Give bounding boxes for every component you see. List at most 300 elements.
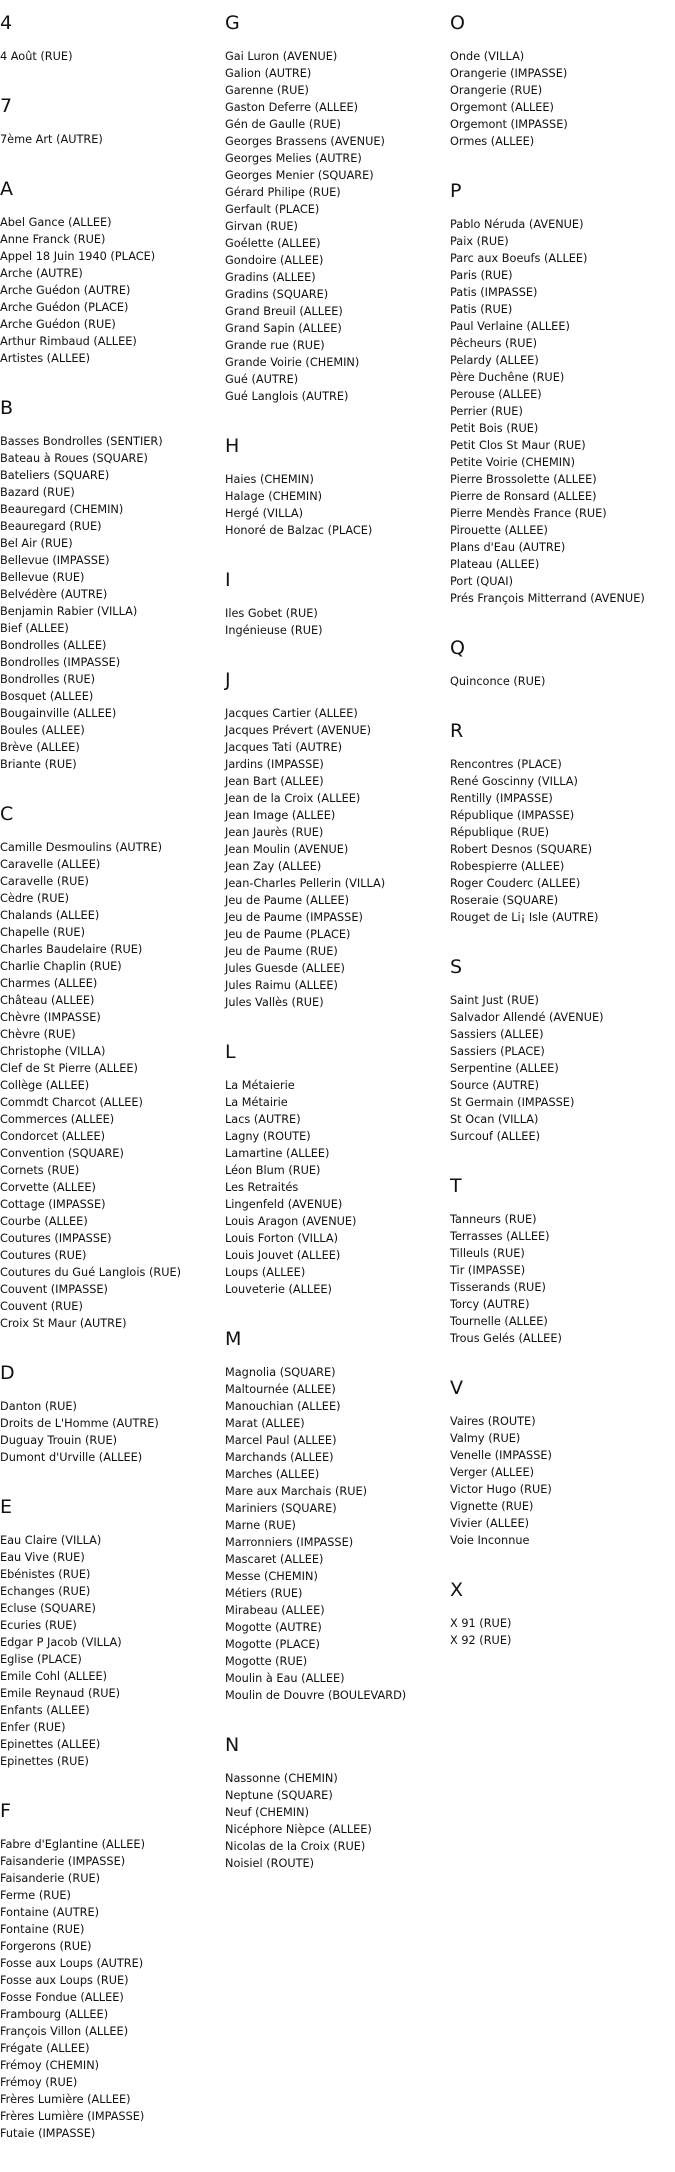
street-entry: Benjamin Rabier (VILLA) <box>0 605 138 618</box>
letter-section <box>225 1328 450 1704</box>
street-entry: Orangerie (RUE) <box>450 84 543 97</box>
street-entry: Chèvre (RUE) <box>0 1028 76 1041</box>
street-entry: Chapelle (RUE) <box>0 926 85 939</box>
street-entry: Jean Moulin (AVENUE) <box>225 843 349 856</box>
street-list <box>450 1413 675 1549</box>
street-entry: Eglise (PLACE) <box>0 1653 82 1666</box>
section-letter-heading: F <box>0 1800 11 1822</box>
street-entry: Jean Jaurès (RUE) <box>225 826 324 839</box>
street-entry: Enfer (RUE) <box>0 1721 66 1734</box>
street-entry: Belvédère (AUTRE) <box>0 588 108 601</box>
section-letter-heading: R <box>450 720 464 742</box>
section-letter-heading: O <box>450 12 465 34</box>
street-entry: Jean Bart (ALLEE) <box>225 775 324 788</box>
street-list <box>225 705 450 1011</box>
street-entry: Enfants (ALLEE) <box>0 1704 90 1717</box>
street-entry: Mogotte (AUTRE) <box>225 1621 322 1634</box>
street-entry: Neuf (CHEMIN) <box>225 1806 309 1819</box>
street-list <box>225 1364 450 1704</box>
letter-section <box>0 12 225 65</box>
street-entry: Mascaret (ALLEE) <box>225 1553 324 1566</box>
street-entry: Edgar P Jacob (VILLA) <box>0 1636 122 1649</box>
street-entry: Fabre d'Eglantine (ALLEE) <box>0 1838 145 1851</box>
street-entry: Cèdre (RUE) <box>0 892 70 905</box>
section-letter-heading: D <box>0 1362 15 1384</box>
street-entry: Magnolia (SQUARE) <box>225 1366 336 1379</box>
street-entry: Mogotte (RUE) <box>225 1655 308 1668</box>
street-entry: Jules Vallès (RUE) <box>225 996 324 1009</box>
street-entry: Mariniers (SQUARE) <box>225 1502 337 1515</box>
street-entry: Manouchian (ALLEE) <box>225 1400 341 1413</box>
street-entry: Orgemont (IMPASSE) <box>450 118 568 131</box>
street-entry: Fosse aux Loups (RUE) <box>0 1974 129 1987</box>
street-entry: Perrier (RUE) <box>450 405 523 418</box>
street-entry: Perouse (ALLEE) <box>450 388 542 401</box>
street-entry: Bateliers (SQUARE) <box>0 469 110 482</box>
street-entry: Condorcet (ALLEE) <box>0 1130 106 1143</box>
street-entry: Tisserands (RUE) <box>450 1281 546 1294</box>
street-list <box>0 839 225 1332</box>
street-entry: Bellevue (IMPASSE) <box>0 554 110 567</box>
street-entry: Coutures (RUE) <box>0 1249 87 1262</box>
street-entry: Louveterie (ALLEE) <box>225 1283 332 1296</box>
street-entry: Saint Just (RUE) <box>450 994 539 1007</box>
street-entry: Commerces (ALLEE) <box>0 1113 115 1126</box>
street-entry: Moulin de Douvre (BOULEVARD) <box>225 1689 407 1702</box>
street-entry: Roseraie (SQUARE) <box>450 894 559 907</box>
street-entry: Charmes (ALLEE) <box>0 977 98 990</box>
street-entry: Bateau à Roues (SQUARE) <box>0 452 148 465</box>
street-entry: Collège (ALLEE) <box>0 1079 90 1092</box>
letter-section <box>225 1041 450 1298</box>
street-entry: Jeu de Paume (PLACE) <box>225 928 351 941</box>
street-entry: Pablo Néruda (AVENUE) <box>450 218 584 231</box>
street-entry: Grand Sapin (ALLEE) <box>225 322 342 335</box>
street-entry: Beauregard (RUE) <box>0 520 102 533</box>
letter-section <box>450 637 675 690</box>
street-entry: République (IMPASSE) <box>450 809 575 822</box>
street-entry: Jules Guesde (ALLEE) <box>225 962 345 975</box>
section-letter-heading: X <box>450 1579 464 1601</box>
section-letter-heading: S <box>450 956 463 978</box>
street-entry: Vaires (ROUTE) <box>450 1415 536 1428</box>
section-letter-heading: J <box>225 669 231 691</box>
street-entry: Rencontres (PLACE) <box>450 758 562 771</box>
letter-section <box>450 1175 675 1347</box>
street-entry: Les Retraités <box>225 1181 299 1194</box>
street-entry: Vignette (RUE) <box>450 1500 534 1513</box>
section-letter-heading: M <box>225 1328 242 1350</box>
street-entry: Haies (CHEMIN) <box>225 473 314 486</box>
street-entry: Verger (ALLEE) <box>450 1466 535 1479</box>
letter-section <box>225 569 450 639</box>
street-entry: Couvent (IMPASSE) <box>0 1283 108 1296</box>
street-entry: Iles Gobet (RUE) <box>225 607 318 620</box>
street-entry: Anne Franck (RUE) <box>0 233 106 246</box>
street-entry: Patis (RUE) <box>450 303 513 316</box>
street-entry: Louis Jouvet (ALLEE) <box>225 1249 341 1262</box>
street-entry: Briante (RUE) <box>0 758 77 771</box>
street-entry: Bazard (RUE) <box>0 486 75 499</box>
letter-section <box>0 397 225 773</box>
street-entry: Jean Zay (ALLEE) <box>225 860 322 873</box>
street-entry: Appel 18 Juin 1940 (PLACE) <box>0 250 156 263</box>
letter-section <box>450 1377 675 1549</box>
street-entry: République (RUE) <box>450 826 550 839</box>
street-entry: Lagny (ROUTE) <box>225 1130 311 1143</box>
street-entry: Patis (IMPASSE) <box>450 286 538 299</box>
street-entry: Frémoy (CHEMIN) <box>0 2059 100 2072</box>
street-entry: Château (ALLEE) <box>0 994 95 1007</box>
street-entry: Père Duchêne (RUE) <box>450 371 565 384</box>
street-entry: Ecluse (SQUARE) <box>0 1602 96 1615</box>
street-entry: Jules Raimu (ALLEE) <box>225 979 338 992</box>
street-entry: Louis Forton (VILLA) <box>225 1232 338 1245</box>
section-letter-heading: P <box>450 180 462 202</box>
street-entry: Nicolas de la Croix (RUE) <box>225 1840 366 1853</box>
street-entry: Pierre Mendès France (RUE) <box>450 507 607 520</box>
street-entry: Mogotte (PLACE) <box>225 1638 320 1651</box>
street-entry: Honoré de Balzac (PLACE) <box>225 524 373 537</box>
street-entry: Coutures du Gué Langlois (RUE) <box>0 1266 182 1279</box>
section-letter-heading: L <box>225 1041 236 1063</box>
section-letter-heading: 4 <box>0 12 13 34</box>
street-list <box>450 992 675 1145</box>
street-entry: Convention (SQUARE) <box>0 1147 124 1160</box>
street-entry: Jacques Cartier (ALLEE) <box>225 707 358 720</box>
street-list <box>225 48 450 405</box>
street-entry: Christophe (VILLA) <box>0 1045 106 1058</box>
street-entry: Bief (ALLEE) <box>0 622 69 635</box>
street-entry: Loups (ALLEE) <box>225 1266 306 1279</box>
street-entry: Sassiers (PLACE) <box>450 1045 545 1058</box>
street-entry: Neptune (SQUARE) <box>225 1789 333 1802</box>
letter-section <box>225 669 450 1011</box>
street-entry: Valmy (RUE) <box>450 1432 521 1445</box>
street-entry: Jean-Charles Pellerin (VILLA) <box>225 877 386 890</box>
street-entry: Salvador Allendé (AVENUE) <box>450 1011 604 1024</box>
street-entry: Orangerie (IMPASSE) <box>450 67 568 80</box>
street-entry: Source (AUTRE) <box>450 1079 540 1092</box>
street-entry: Petit Bois (RUE) <box>450 422 539 435</box>
street-entry: Goélette (ALLEE) <box>225 237 321 250</box>
street-entry: Girvan (RUE) <box>225 220 298 233</box>
street-entry: Ormes (ALLEE) <box>450 135 535 148</box>
street-list <box>0 214 225 367</box>
street-entry: Abel Gance (ALLEE) <box>0 216 112 229</box>
street-entry: Petite Voirie (CHEMIN) <box>450 456 575 469</box>
street-entry: François Villon (ALLEE) <box>0 2025 129 2038</box>
street-entry: Robespierre (ALLEE) <box>450 860 565 873</box>
street-entry: Frambourg (ALLEE) <box>0 2008 109 2021</box>
letter-section <box>0 1362 225 1466</box>
street-list <box>450 756 675 926</box>
street-entry: Louis Aragon (AVENUE) <box>225 1215 357 1228</box>
street-entry: Galion (AUTRE) <box>225 67 312 80</box>
index-column-1 <box>0 0 225 2172</box>
street-entry: Fosse Fondue (ALLEE) <box>0 1991 124 2004</box>
street-entry: Boules (ALLEE) <box>0 724 85 737</box>
letter-section <box>225 435 450 539</box>
street-entry: Corvette (ALLEE) <box>0 1181 96 1194</box>
street-entry: Orgemont (ALLEE) <box>450 101 554 114</box>
street-entry: Victor Hugo (RUE) <box>450 1483 552 1496</box>
street-entry: Fosse aux Loups (AUTRE) <box>0 1957 144 1970</box>
street-entry: X 92 (RUE) <box>450 1634 512 1647</box>
street-list <box>450 673 675 690</box>
street-entry: Garenne (RUE) <box>225 84 309 97</box>
street-entry: Plateau (ALLEE) <box>450 558 540 571</box>
street-entry: Frémoy (RUE) <box>0 2076 78 2089</box>
street-entry: Surcouf (ALLEE) <box>450 1130 540 1143</box>
street-entry: Plans d'Eau (AUTRE) <box>450 541 566 554</box>
street-entry: Camille Desmoulins (AUTRE) <box>0 841 162 854</box>
street-entry: Arthur Rimbaud (ALLEE) <box>0 335 137 348</box>
street-entry: Ebénistes (RUE) <box>0 1568 91 1581</box>
street-entry: Gradins (ALLEE) <box>225 271 316 284</box>
street-entry: Ecuries (RUE) <box>0 1619 77 1632</box>
street-entry: Futaie (IMPASSE) <box>0 2127 96 2140</box>
street-list <box>225 1077 450 1298</box>
street-entry: Gén de Gaulle (RUE) <box>225 118 341 131</box>
letter-section <box>0 1496 225 1770</box>
street-entry: Ferme (RUE) <box>0 1889 71 1902</box>
street-entry: Clef de St Pierre (ALLEE) <box>0 1062 138 1075</box>
street-entry: La Métaierie <box>225 1079 295 1092</box>
street-entry: Prés François Mitterrand (AVENUE) <box>450 592 645 605</box>
street-entry: Beauregard (CHEMIN) <box>0 503 124 516</box>
street-entry: Gué Langlois (AUTRE) <box>225 390 349 403</box>
letter-section <box>450 1579 675 1649</box>
street-entry: Mare aux Marchais (RUE) <box>225 1485 368 1498</box>
street-entry: Pirouette (ALLEE) <box>450 524 548 537</box>
street-list <box>450 1615 675 1649</box>
section-letter-heading: E <box>0 1496 13 1518</box>
street-entry: Danton (RUE) <box>0 1400 77 1413</box>
street-entry: 7ème Art (AUTRE) <box>0 133 103 146</box>
street-entry: Marronniers (IMPASSE) <box>225 1536 354 1549</box>
street-entry: Droits de L'Homme (AUTRE) <box>0 1417 159 1430</box>
street-entry: Pierre Brossolette (ALLEE) <box>450 473 597 486</box>
index-column-2 <box>225 0 450 2172</box>
section-letter-heading: 7 <box>0 95 13 117</box>
street-entry: Emile Cohl (ALLEE) <box>0 1670 108 1683</box>
street-entry: Chalands (ALLEE) <box>0 909 100 922</box>
street-entry: X 91 (RUE) <box>450 1617 512 1630</box>
section-letter-heading: G <box>225 12 240 34</box>
street-entry: Nassonne (CHEMIN) <box>225 1772 338 1785</box>
street-entry: Serpentine (ALLEE) <box>450 1062 559 1075</box>
street-entry: Forgerons (RUE) <box>0 1940 92 1953</box>
street-entry: Port (QUAI) <box>450 575 514 588</box>
street-entry: Fontaine (RUE) <box>0 1923 85 1936</box>
street-entry: Tanneurs (RUE) <box>450 1213 537 1226</box>
section-letter-heading: H <box>225 435 240 457</box>
street-entry: St Ocan (VILLA) <box>450 1113 539 1126</box>
street-entry: Couvent (RUE) <box>0 1300 83 1313</box>
street-entry: Bellevue (RUE) <box>0 571 85 584</box>
street-entry: Bondrolles (IMPASSE) <box>0 656 121 669</box>
section-letter-heading: A <box>0 178 13 200</box>
street-entry: Rentilly (IMPASSE) <box>450 792 553 805</box>
street-entry: Gondoire (ALLEE) <box>225 254 324 267</box>
street-entry: Terrasses (ALLEE) <box>450 1230 550 1243</box>
street-entry: Arche Guédon (RUE) <box>0 318 116 331</box>
street-entry: Jardins (IMPASSE) <box>225 758 324 771</box>
street-list <box>225 605 450 639</box>
street-entry: Commdt Charcot (ALLEE) <box>0 1096 143 1109</box>
street-entry: Robert Desnos (SQUARE) <box>450 843 592 856</box>
street-entry: Trous Gelés (ALLEE) <box>450 1332 562 1345</box>
street-entry: Métiers (RUE) <box>225 1587 303 1600</box>
street-entry: Frères Lumière (ALLEE) <box>0 2093 131 2106</box>
street-entry: Rouget de Li¡ Isle (AUTRE) <box>450 911 599 924</box>
street-list <box>225 1770 450 1872</box>
street-entry: Tilleuls (RUE) <box>450 1247 525 1260</box>
street-entry: Messe (CHEMIN) <box>225 1570 318 1583</box>
letter-section <box>450 956 675 1145</box>
street-entry: Mirabeau (ALLEE) <box>225 1604 325 1617</box>
street-entry: Pierre de Ronsard (ALLEE) <box>450 490 597 503</box>
street-entry: Grande Voirie (CHEMIN) <box>225 356 360 369</box>
street-entry: Vivier (ALLEE) <box>450 1517 530 1530</box>
street-entry: Jean de la Croix (ALLEE) <box>225 792 361 805</box>
street-entry: Croix St Maur (AUTRE) <box>0 1317 127 1330</box>
section-letter-heading: Q <box>450 637 465 659</box>
street-entry: Arche Guédon (AUTRE) <box>0 284 131 297</box>
street-entry: Onde (VILLA) <box>450 50 525 63</box>
street-entry: Marne (RUE) <box>225 1519 296 1532</box>
street-entry: Marchands (ALLEE) <box>225 1451 334 1464</box>
street-entry: Dumont d'Urville (ALLEE) <box>0 1451 143 1464</box>
street-entry: Lacs (AUTRE) <box>225 1113 301 1126</box>
street-entry: Georges Melies (AUTRE) <box>225 152 362 165</box>
street-entry: Torcy (AUTRE) <box>450 1298 530 1311</box>
street-entry: Faisanderie (IMPASSE) <box>0 1855 126 1868</box>
street-entry: Bosquet (ALLEE) <box>0 690 94 703</box>
street-entry: Bondrolles (RUE) <box>0 673 96 686</box>
index-column-3 <box>450 0 675 2172</box>
street-entry: Parc aux Boeufs (ALLEE) <box>450 252 588 265</box>
street-entry: Frères Lumière (IMPASSE) <box>0 2110 145 2123</box>
letter-section <box>225 1734 450 1872</box>
street-entry: Bondrolles (ALLEE) <box>0 639 107 652</box>
street-entry: Epinettes (ALLEE) <box>0 1738 101 1751</box>
street-entry: Halage (CHEMIN) <box>225 490 323 503</box>
street-entry: 4 Août (RUE) <box>0 50 73 63</box>
street-entry: Maltournée (ALLEE) <box>225 1383 336 1396</box>
street-entry: Eau Claire (VILLA) <box>0 1534 102 1547</box>
street-entry: Moulin à Eau (ALLEE) <box>225 1672 345 1685</box>
street-entry: Emile Reynaud (RUE) <box>0 1687 121 1700</box>
street-list <box>0 131 225 148</box>
street-entry: Marches (ALLEE) <box>225 1468 320 1481</box>
street-entry: Arche Guédon (PLACE) <box>0 301 129 314</box>
street-entry: Petit Clos St Maur (RUE) <box>450 439 586 452</box>
street-entry: Caravelle (RUE) <box>0 875 89 888</box>
letter-section <box>0 803 225 1332</box>
street-list <box>450 216 675 607</box>
street-entry: Georges Menier (SQUARE) <box>225 169 374 182</box>
street-list <box>225 471 450 539</box>
street-entry: Basses Bondrolles (SENTIER) <box>0 435 163 448</box>
street-entry: St Germain (IMPASSE) <box>450 1096 575 1109</box>
street-entry: Brève (ALLEE) <box>0 741 80 754</box>
street-entry: Cottage (IMPASSE) <box>0 1198 106 1211</box>
street-entry: Grande rue (RUE) <box>225 339 325 352</box>
street-entry: Courbe (ALLEE) <box>0 1215 88 1228</box>
street-entry: Marat (ALLEE) <box>225 1417 305 1430</box>
street-entry: Jacques Tati (AUTRE) <box>225 741 343 754</box>
street-entry: Faisanderie (RUE) <box>0 1872 101 1885</box>
street-list <box>0 1836 225 2142</box>
letter-section <box>0 95 225 148</box>
street-entry: Léon Blum (RUE) <box>225 1164 321 1177</box>
street-entry: Echanges (RUE) <box>0 1585 91 1598</box>
letter-section <box>0 1800 225 2142</box>
street-entry: Gradins (SQUARE) <box>225 288 329 301</box>
street-entry: Charles Baudelaire (RUE) <box>0 943 143 956</box>
street-entry: Grand Breuil (ALLEE) <box>225 305 343 318</box>
street-list <box>0 1398 225 1466</box>
street-entry: Coutures (IMPASSE) <box>0 1232 112 1245</box>
street-entry: Ingénieuse (RUE) <box>225 624 323 637</box>
street-entry: Jacques Prévert (AVENUE) <box>225 724 372 737</box>
street-entry: Caravelle (ALLEE) <box>0 858 101 871</box>
street-entry: Artistes (ALLEE) <box>0 352 91 365</box>
section-letter-heading: N <box>225 1734 240 1756</box>
letter-section <box>450 720 675 926</box>
street-entry: Voie Inconnue <box>450 1534 530 1547</box>
street-entry: Sassiers (ALLEE) <box>450 1028 544 1041</box>
section-letter-heading: B <box>0 397 14 419</box>
street-entry: Gaston Deferre (ALLEE) <box>225 101 359 114</box>
street-entry: Gué (AUTRE) <box>225 373 299 386</box>
street-entry: Venelle (IMPASSE) <box>450 1449 552 1462</box>
section-letter-heading: C <box>0 803 14 825</box>
street-entry: Noisiel (ROUTE) <box>225 1857 315 1870</box>
street-entry: Jeu de Paume (RUE) <box>225 945 338 958</box>
street-list <box>0 433 225 773</box>
street-entry: Jeu de Paume (IMPASSE) <box>225 911 363 924</box>
street-entry: Lamartine (ALLEE) <box>225 1147 330 1160</box>
street-entry: Jean Image (ALLEE) <box>225 809 336 822</box>
street-entry: Roger Couderc (ALLEE) <box>450 877 581 890</box>
street-entry: Georges Brassens (AVENUE) <box>225 135 385 148</box>
street-entry: Eau Vive (RUE) <box>0 1551 85 1564</box>
street-entry: Tournelle (ALLEE) <box>450 1315 548 1328</box>
street-entry: Quinconce (RUE) <box>450 675 546 688</box>
street-entry: Chèvre (IMPASSE) <box>0 1011 101 1024</box>
street-entry: Arche (AUTRE) <box>0 267 83 280</box>
letter-section <box>450 12 675 150</box>
street-entry: Epinettes (RUE) <box>0 1755 89 1768</box>
letter-section <box>0 178 225 367</box>
street-list <box>0 48 225 65</box>
street-entry: Charlie Chaplin (RUE) <box>0 960 122 973</box>
street-entry: Jeu de Paume (ALLEE) <box>225 894 350 907</box>
street-entry: Tir (IMPASSE) <box>450 1264 526 1277</box>
street-entry: Paris (RUE) <box>450 269 513 282</box>
street-list <box>0 1532 225 1770</box>
letter-section <box>450 180 675 607</box>
street-entry: La Métairie <box>225 1096 288 1109</box>
street-entry: Hergé (VILLA) <box>225 507 304 520</box>
street-list <box>450 48 675 150</box>
street-entry: Cornets (RUE) <box>0 1164 80 1177</box>
street-entry: Paix (RUE) <box>450 235 509 248</box>
street-entry: Lingenfeld (AVENUE) <box>225 1198 343 1211</box>
